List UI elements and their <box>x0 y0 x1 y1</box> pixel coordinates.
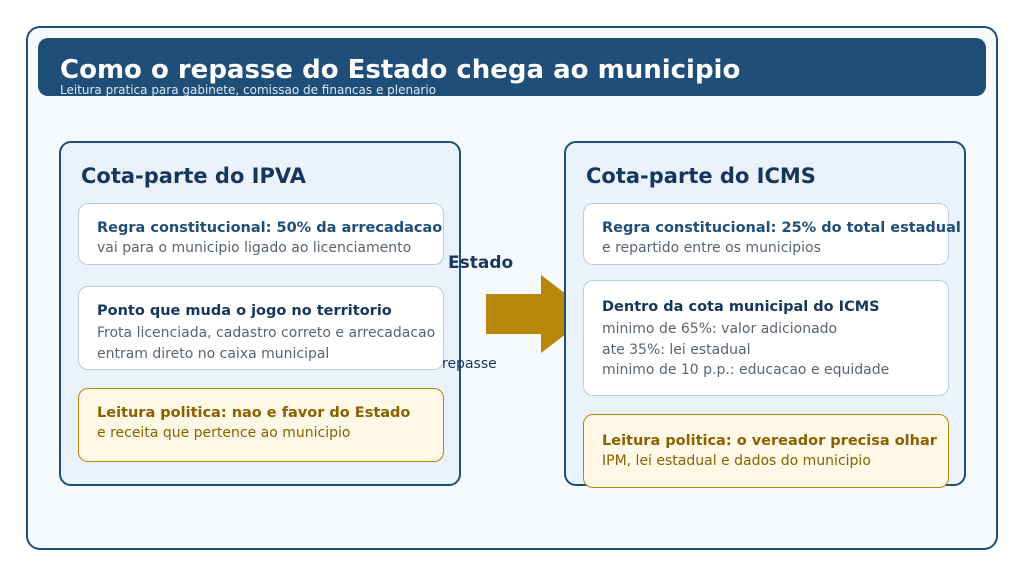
page-title: Como o repasse do Estado chega ao municipio <box>60 55 741 85</box>
ipva-rule-line: vai para o municipio ligado ao licenciamento <box>97 240 412 256</box>
icms-political-card <box>583 414 949 488</box>
ipva-political-title: Leitura politica: nao e favor do Estado <box>97 405 411 421</box>
icms-municipal-card <box>583 280 949 396</box>
icms-municipal-line-1: minimo de 65%: valor adicionado <box>602 321 838 337</box>
ipva-territory-line-1: Frota licenciada, cadastro correto e arrecadacao <box>97 325 436 341</box>
ipva-territory-card <box>78 286 444 370</box>
ipva-panel <box>59 141 461 486</box>
icms-rule-title: Regra constitucional: 25% do total estadual <box>602 220 961 236</box>
icms-panel <box>564 141 966 486</box>
page-subtitle: Leitura pratica para gabinete, comissao de financas e plenario <box>60 83 437 96</box>
ipva-rule-card <box>78 203 444 265</box>
icms-rule-line: e repartido entre os municipios <box>602 240 821 256</box>
ipva-political-card <box>78 388 444 462</box>
icms-municipal-title: Dentro da cota municipal do ICMS <box>602 299 880 315</box>
header-banner <box>38 38 986 96</box>
arrow-label-estado: Estado <box>448 253 514 273</box>
icms-political-line: IPM, lei estadual e dados do municipio <box>602 453 871 469</box>
icms-municipal-line-2: ate 35%: lei estadual <box>602 341 751 358</box>
icms-panel-title: Cota-parte do ICMS <box>586 164 816 188</box>
ipva-territory-title: Ponto que muda o jogo no territorio <box>97 303 392 319</box>
ipva-territory-line-2: entram direto no caixa municipal <box>97 345 330 362</box>
icms-municipal-line-3: minimo de 10 p.p.: educacao e equidade <box>602 362 890 378</box>
arrow-label-repasse: repasse <box>442 356 497 372</box>
ipva-political-line: e receita que pertence ao municipio <box>97 425 351 441</box>
icms-political-title: Leitura politica: o vereador precisa olhar <box>602 433 937 449</box>
ipva-rule-title: Regra constitucional: 50% da arrecadacao <box>97 220 443 236</box>
icms-rule-card <box>583 203 961 265</box>
ipva-panel-title: Cota-parte do IPVA <box>81 164 306 188</box>
